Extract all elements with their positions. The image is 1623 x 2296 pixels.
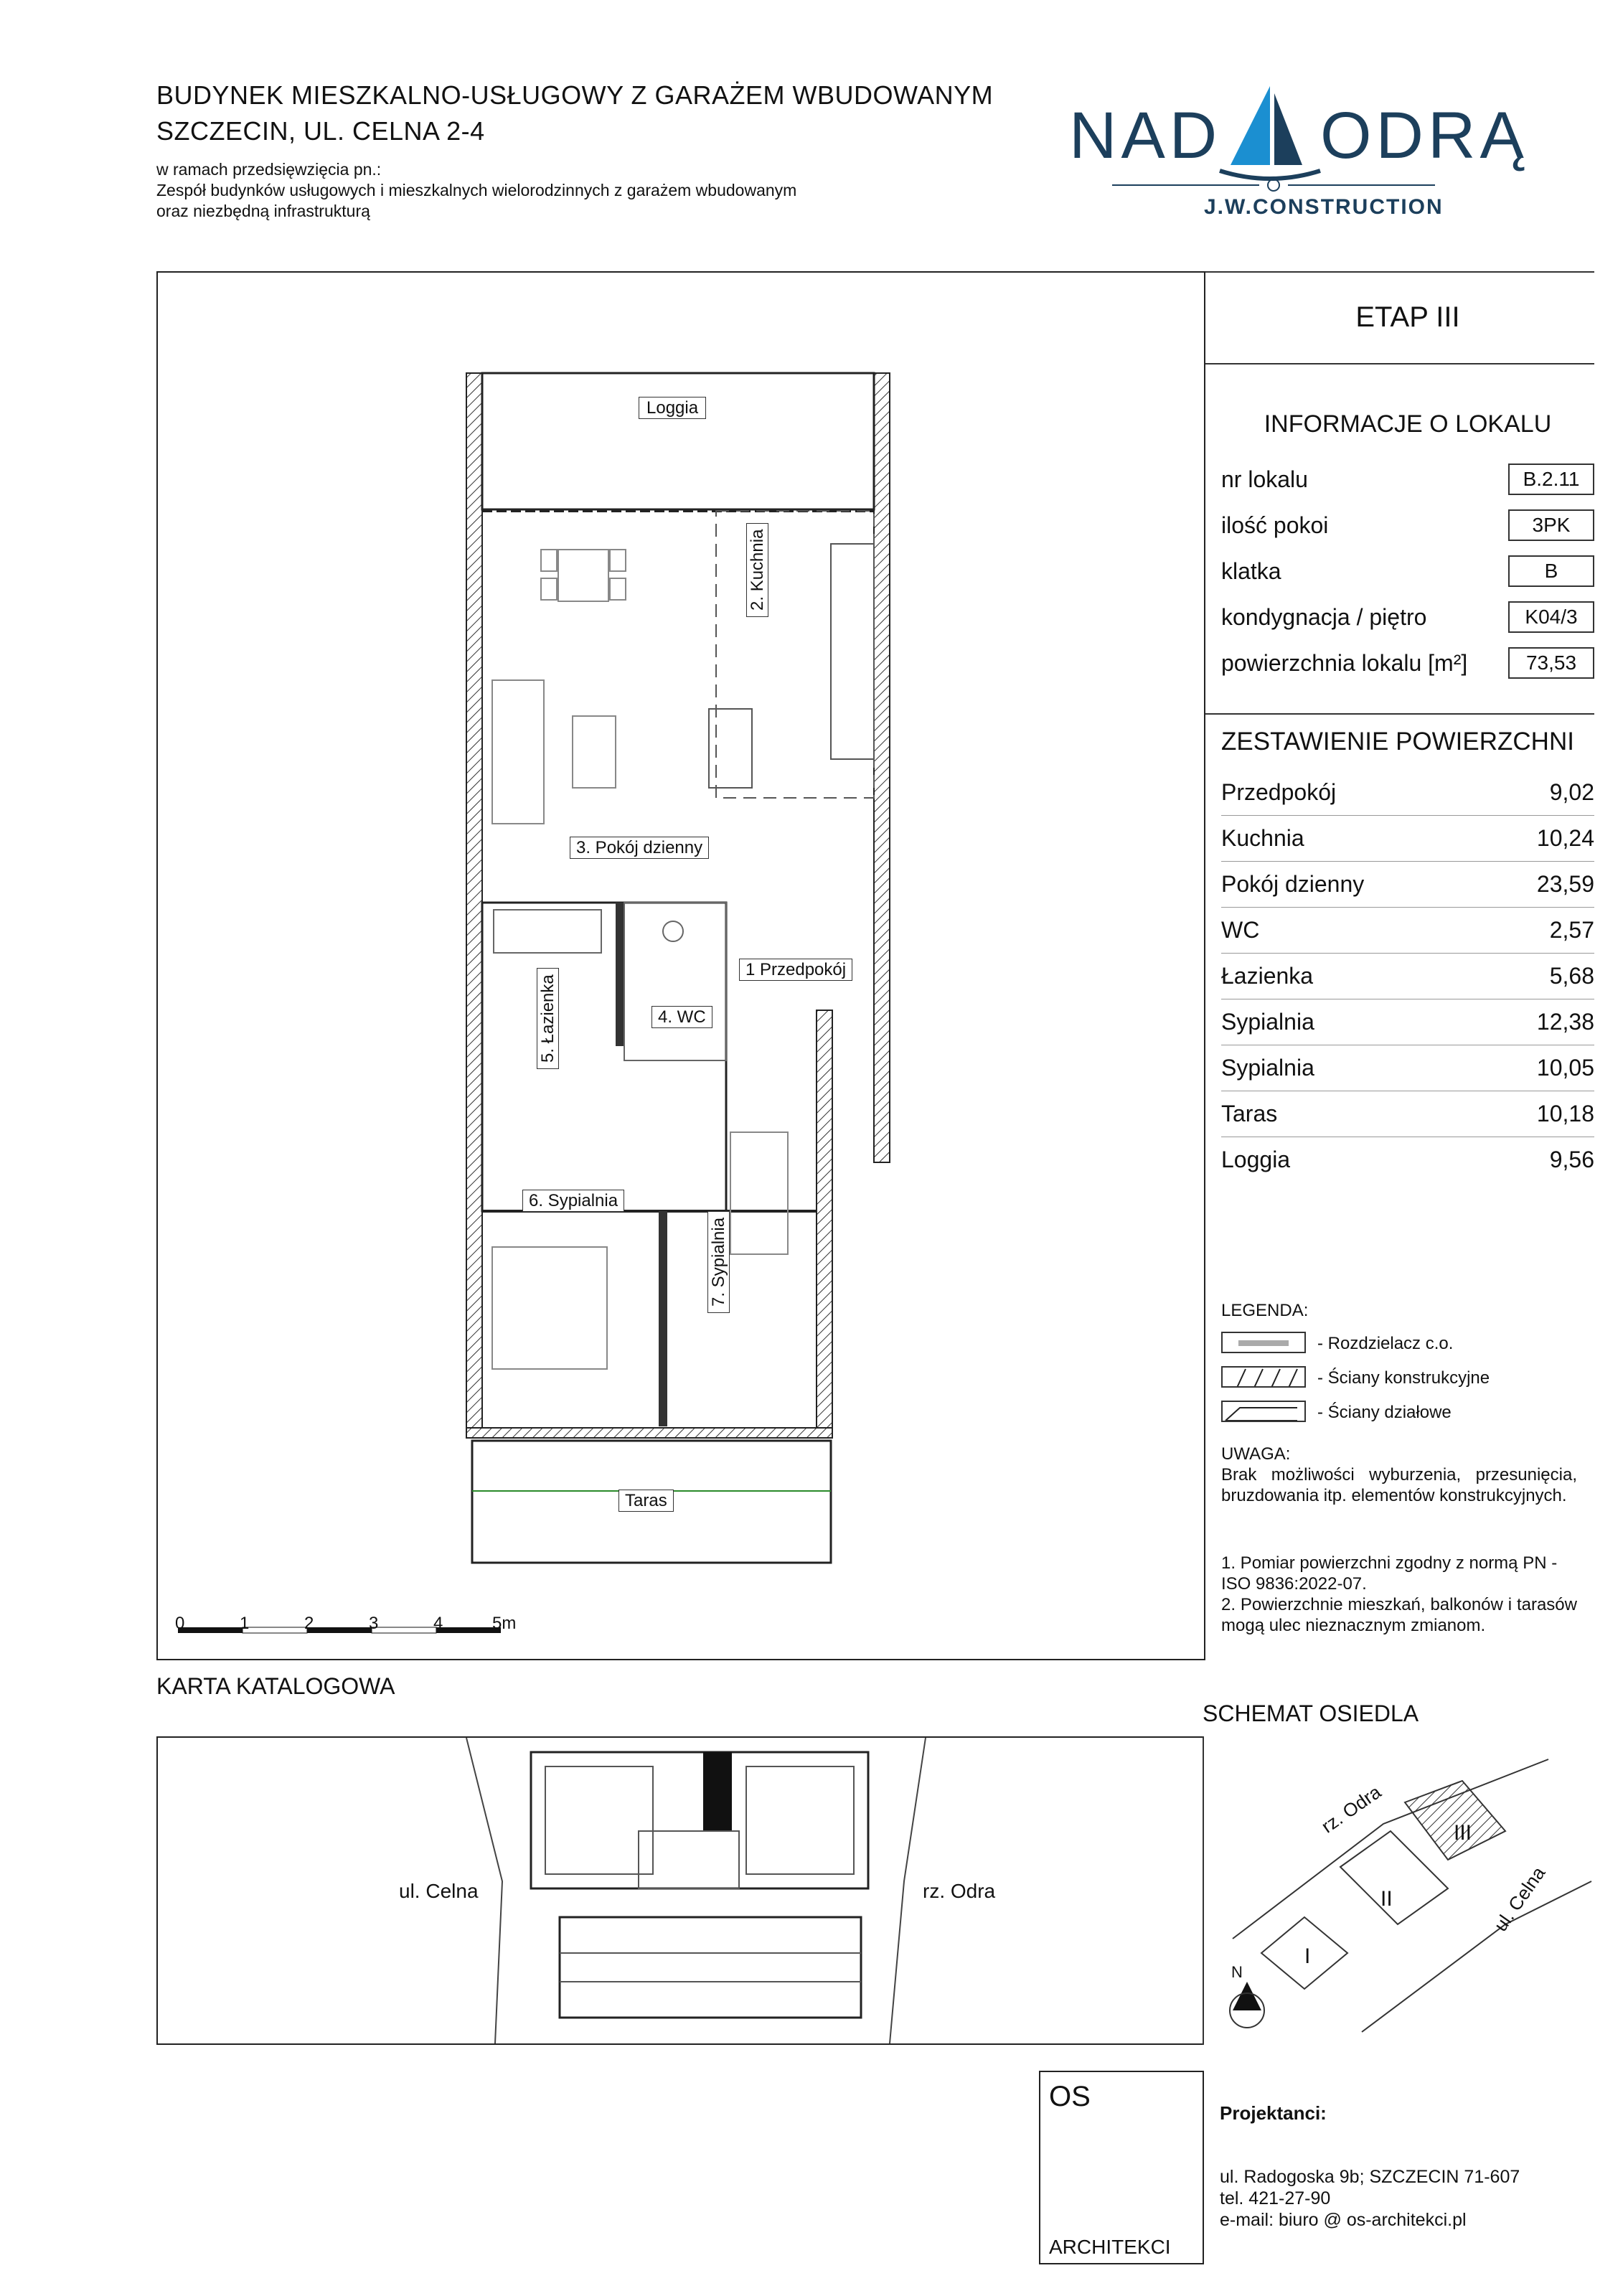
scale-tick-2: 2 — [304, 1614, 314, 1633]
bathroom-block — [482, 903, 726, 1211]
architects-label: ARCHITEKCI — [1049, 2236, 1171, 2258]
info-row: nr lokalu B.2.11 — [1221, 456, 1594, 502]
project-intro: w ramach przedsięwzięcia pn.: — [156, 160, 382, 179]
floor-plan — [156, 271, 1205, 1660]
distributor-legend-icon — [1221, 1332, 1306, 1353]
room-label-bedroom1: 6. Sypialnia — [522, 1190, 624, 1212]
scheme-street-label: ul. Celna — [1490, 1862, 1550, 1936]
legend-item: - Ściany konstrukcyjne — [1317, 1368, 1490, 1388]
notes-standard: 1. Pomiar powierzchni zgodny z normą PN - ISO 9836:2022-07. — [1221, 1553, 1558, 1594]
loggia-area — [482, 373, 874, 509]
info-heading: INFORMACJE O LOKALU — [1264, 410, 1552, 438]
info-row: kondygnacja / piętro K04/3 — [1221, 594, 1594, 640]
area-row: Sypialnia 12,38 — [1221, 999, 1594, 1045]
building-address: SZCZECIN, UL. CELNA 2-4 — [156, 116, 485, 146]
area-row: Kuchnia 10,24 — [1221, 815, 1594, 862]
areas-heading: ZESTAWIENIE POWIERZCHNI — [1221, 728, 1574, 756]
scheme-building-3: III — [1454, 1821, 1472, 1845]
designer-phone: tel. 421-27-90 — [1220, 2188, 1331, 2208]
area-row: Sypialnia 10,05 — [1221, 1045, 1594, 1091]
map-street-label: ul. Celna — [399, 1880, 479, 1902]
right-wall-lower — [817, 1010, 832, 1428]
scale-tick-0: 0 — [175, 1614, 185, 1633]
os-logo: OS — [1049, 2081, 1091, 2112]
svg-text:NAD: NAD — [1069, 99, 1222, 172]
scheme-river-label: rz. Odra — [1317, 1781, 1386, 1838]
scheme-heading: SCHEMAT OSIEDLA — [1203, 1700, 1419, 1726]
logo — [1062, 72, 1593, 230]
scale-tick-3: 3 — [369, 1614, 379, 1633]
area-row: Przedpokój 9,02 — [1221, 769, 1594, 816]
area-row: Loggia 9,56 — [1221, 1146, 1594, 1172]
room-label-living: 3. Pokój dzienny — [570, 837, 709, 859]
right-wall-upper — [874, 373, 890, 1162]
left-wall — [466, 373, 482, 1428]
company-name: J.W.CONSTRUCTION — [1204, 195, 1444, 219]
scale-tick-1: 1 — [240, 1614, 250, 1633]
info-row: ilość pokoi 3PK — [1221, 502, 1594, 548]
project-name: Zespół budynków usługowych i mieszkalnych wielorodzinnych z garażem wbudowanym — [156, 181, 797, 199]
legend-heading: LEGENDA: — [1221, 1301, 1309, 1320]
designer-address: ul. Radogoska 9b; SZCZECIN 71-607 — [1220, 2167, 1520, 2187]
room-label-loggia: Loggia — [639, 397, 706, 419]
room-label-kitchen: 2. Kuchnia — [746, 523, 768, 617]
notes-changes: 2. Powierzchnie mieszkań, balkonów i tarasów mogą ulec nieznacznym zmianom. — [1221, 1595, 1577, 1635]
legend-item: - Rozdzielacz c.o. — [1317, 1334, 1454, 1353]
room-label-terrace: Taras — [618, 1490, 674, 1512]
notes-heading: UWAGA: — [1221, 1444, 1291, 1464]
room-label-wc: 4. WC — [651, 1006, 712, 1028]
stage-title: ETAP III — [1355, 301, 1460, 333]
area-row: Łazienka 5,68 — [1221, 953, 1594, 999]
structural-wall-legend-icon — [1221, 1366, 1306, 1388]
designer-email: e-mail: biuro @ os-architekci.pl — [1220, 2210, 1467, 2230]
designers-label: Projektanci: — [1220, 2102, 1327, 2124]
scheme-building-1: I — [1304, 1944, 1311, 1968]
scale-tick-5: 5m — [492, 1614, 517, 1633]
catalog-heading: KARTA KATALOGOWA — [156, 1673, 395, 1699]
scale-tick-4: 4 — [433, 1614, 443, 1633]
map-river-label: rz. Odra — [923, 1880, 996, 1902]
svg-text:ODRĄ: ODRĄ — [1320, 99, 1528, 172]
legend-item: - Ściany działowe — [1317, 1403, 1452, 1422]
north-label: N — [1231, 1963, 1243, 1981]
partition-wall-legend-icon — [1221, 1401, 1306, 1422]
room-label-bathroom: 5. Łazienka — [537, 968, 559, 1069]
area-row: Taras 10,18 — [1221, 1091, 1594, 1137]
room-label-bedroom2: 7. Sypialnia — [707, 1211, 730, 1313]
project-name-cont: oraz niezbędną infrastrukturą — [156, 202, 370, 220]
area-row: WC 2,57 — [1221, 907, 1594, 954]
site-map — [156, 1736, 1204, 2045]
notes-warning: Brak możliwości wyburzenia, przesunięcia, bruzdowania itp. elementów konstrukcyjnych. — [1221, 1465, 1577, 1505]
info-row: powierzchnia lokalu [m²] 73,53 — [1221, 640, 1594, 686]
info-row: klatka B — [1221, 548, 1594, 594]
kitchen-area — [716, 511, 874, 798]
area-row: Pokój dzienny 23,59 — [1221, 861, 1594, 908]
room-label-hall: 1 Przedpokój — [739, 959, 852, 981]
building-title: BUDYNEK MIESZKALNO-USŁUGOWY Z GARAŻEM WBUDOWANYM — [156, 80, 994, 110]
scheme-building-2: II — [1380, 1887, 1393, 1911]
